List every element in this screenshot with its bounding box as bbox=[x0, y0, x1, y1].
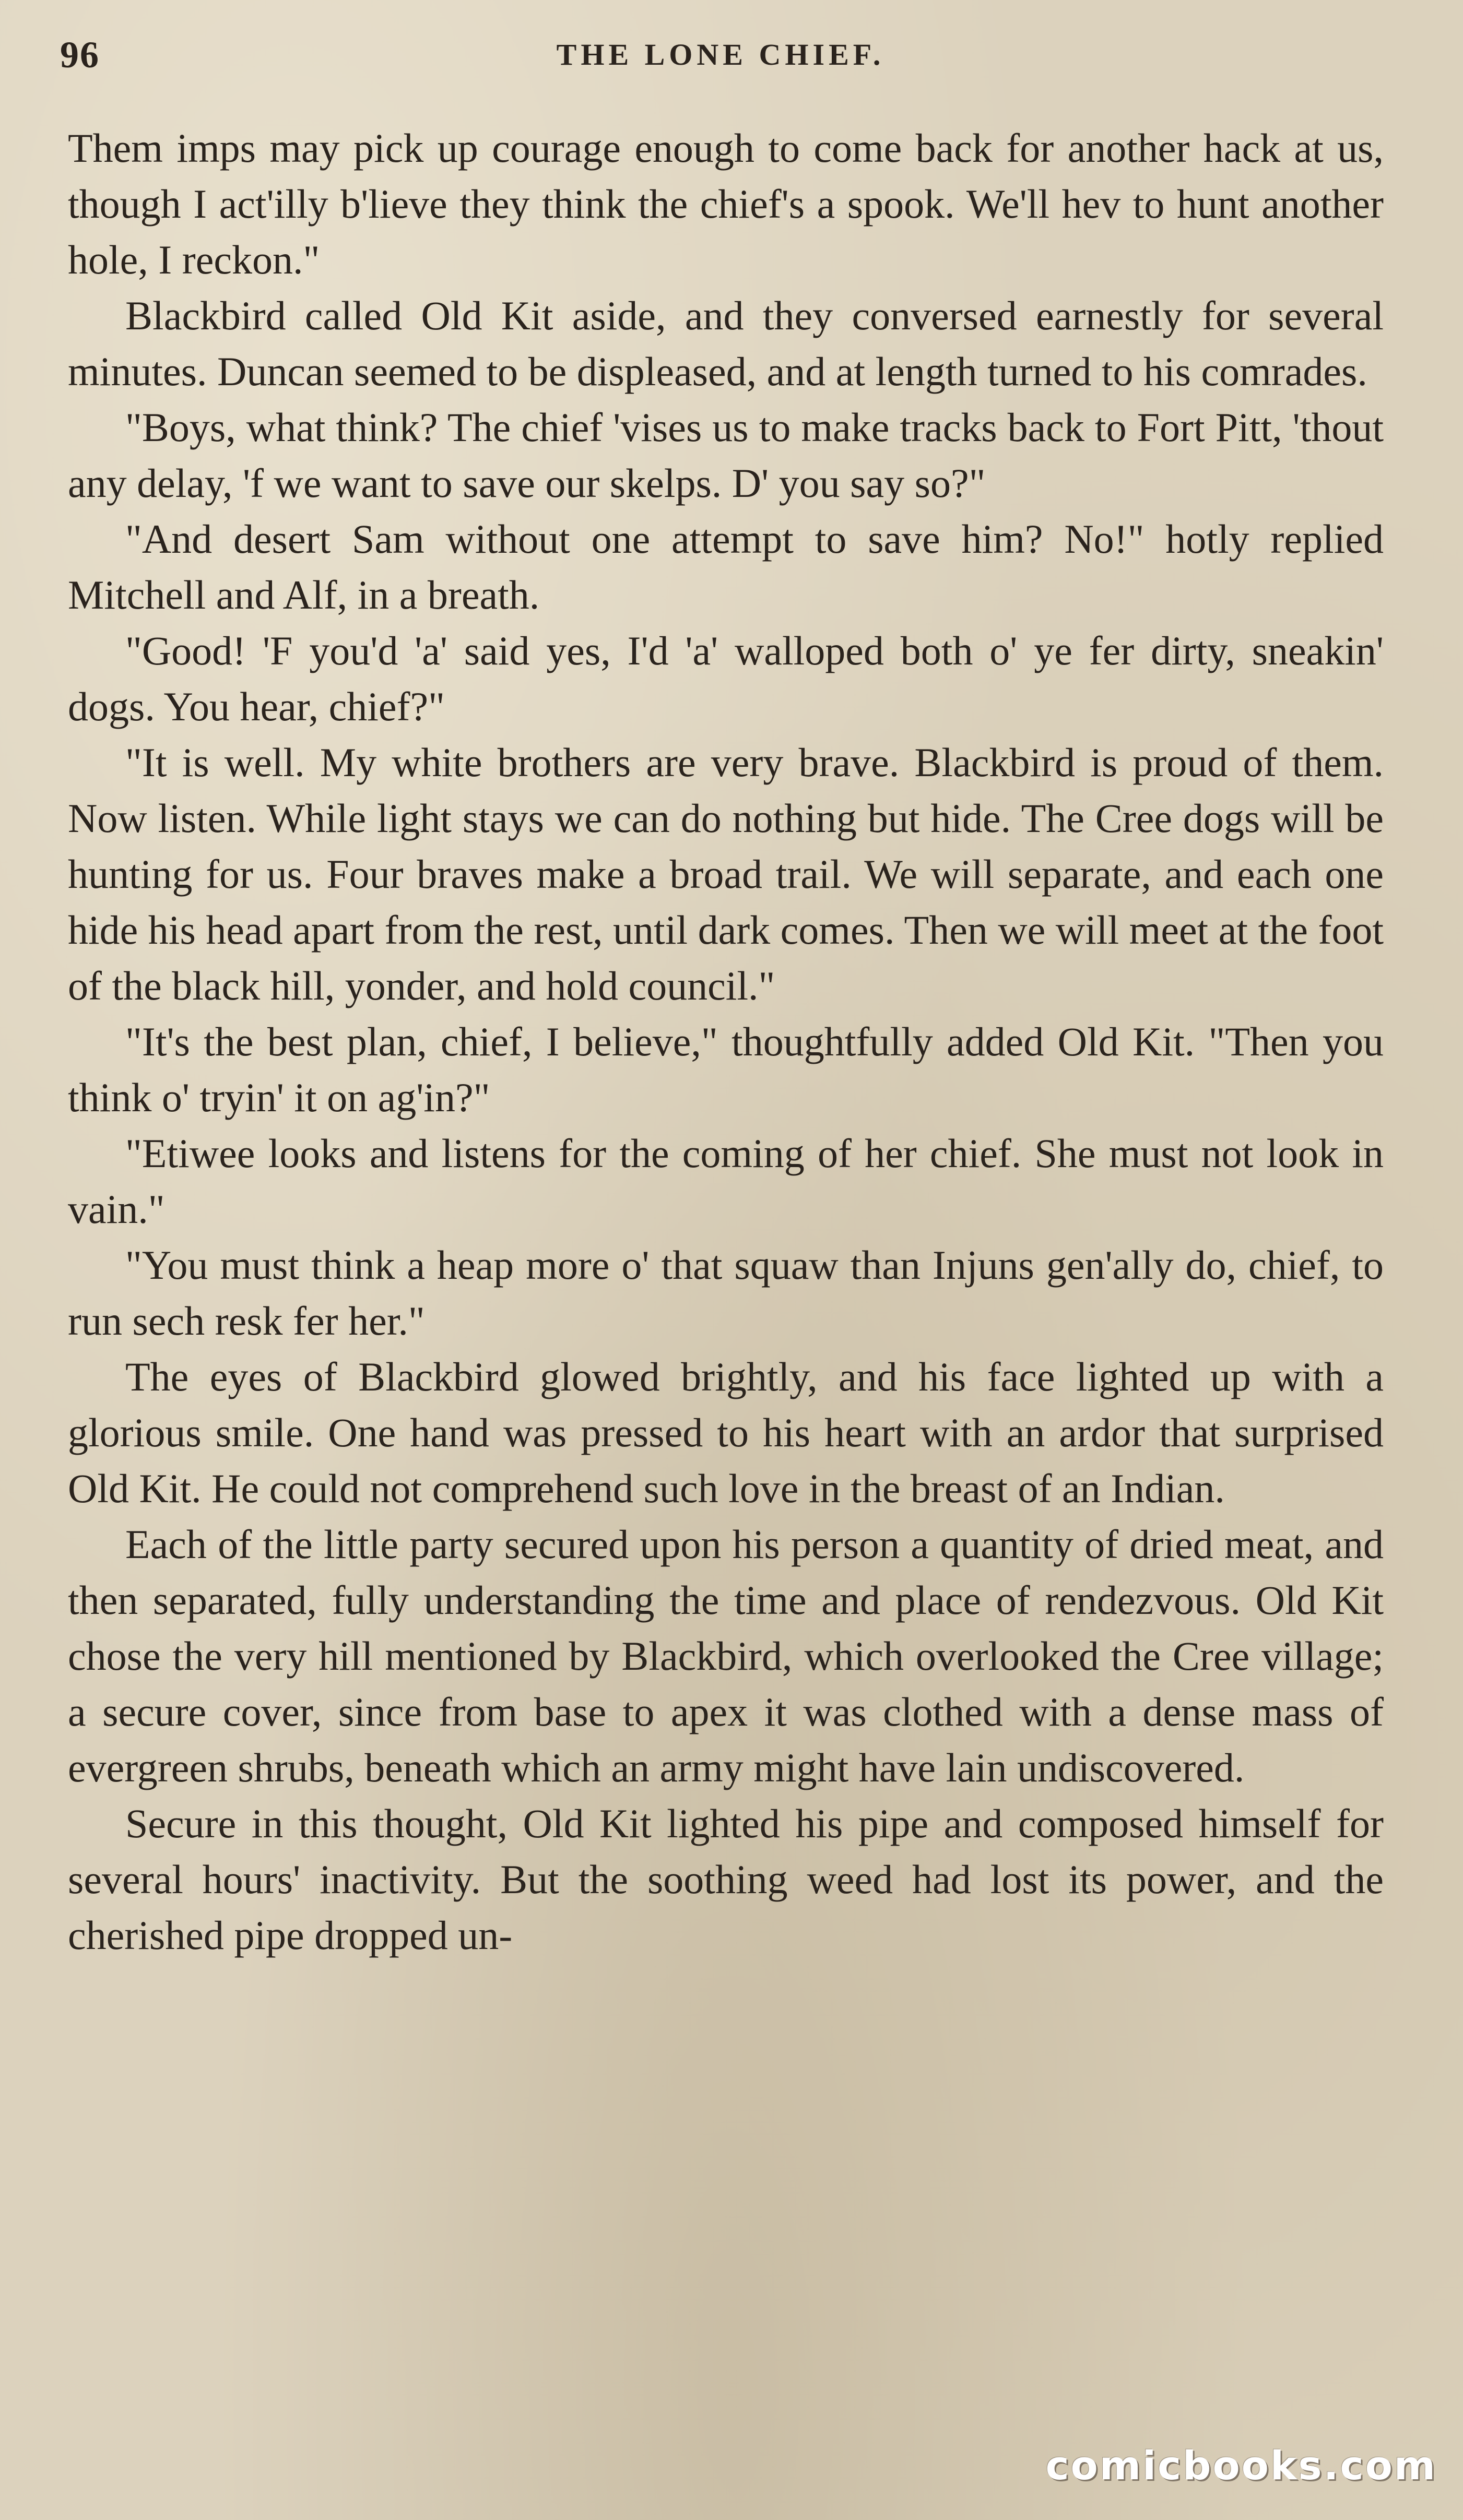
paragraph: Them imps may pick up courage enough to come back for another hack at us, though I act'illy b'lieve they think the chief's a spook. We'll hev to hunt another hole, I reckon." bbox=[68, 125, 1384, 282]
page-number: 96 bbox=[60, 34, 100, 76]
paragraph: "And desert Sam without one attempt to save him? No!" hotly replied Mitchell and Alf, in a breath. bbox=[68, 516, 1384, 617]
page-header bbox=[60, 26, 1381, 84]
paragraph: "It is well. My white brothers are very brave. Blackbird is proud of them. Now listen. While light stays we can do nothing but hide. The Cree dogs will be hunting for us. Four braves make a broad trail. We will separate, and each one hide his head apart from the rest, until dark comes. Then we will meet at the foot of the black hill, yonder, and hold council." bbox=[68, 740, 1384, 1008]
watermark: comicbooks.com bbox=[1045, 2442, 1437, 2489]
paragraph: "Etiwee looks and listens for the coming of her chief. She must not look in vain." bbox=[68, 1131, 1384, 1232]
paragraph: The eyes of Blackbird glowed brightly, and his face lighted up with a glorious smile. One hand was pressed to his heart with an ardor that surprised Old Kit. He could not comprehend such love in the breast of an Indian. bbox=[68, 1354, 1384, 1511]
paragraph: "Boys, what think? The chief 'vises us to make tracks back to Fort Pitt, 'thout any delay, 'f we want to save our skelps. D' you say so?" bbox=[68, 405, 1384, 506]
paragraph: Each of the little party secured upon his person a quantity of dried meat, and then separated, fully understanding the time and place of rendezvous. Old Kit chose the very hill mentioned by Blackbird, which overlooked the Cree village; a secure cover, since from base to apex it was clothed with a dense mass of evergreen shrubs, beneath which an army might have lain undiscovered. bbox=[68, 1521, 1384, 1790]
paragraph: Secure in this thought, Old Kit lighted his pipe and composed himself for several hours' inactivity. But the soothing weed had lost its power, and the cherished pipe dropped un- bbox=[68, 1801, 1384, 1958]
running-head: THE LONE CHIEF. bbox=[556, 38, 885, 72]
paragraph: Blackbird called Old Kit aside, and they conversed earnestly for several minutes. Duncan seemed to be displeased, and at length turned to his comrades. bbox=[68, 293, 1384, 394]
paragraph: "You must think a heap more o' that squaw than Injuns gen'ally do, chief, to run sech resk fer her." bbox=[68, 1242, 1384, 1344]
body-text bbox=[68, 120, 1384, 1963]
paragraph: "Good! 'F you'd 'a' said yes, I'd 'a' walloped both o' ye fer dirty, sneakin' dogs. You hear, chief?" bbox=[68, 628, 1384, 729]
paragraph: "It's the best plan, chief, I believe," thoughtfully added Old Kit. "Then you think o' tryin' it on ag'in?" bbox=[68, 1019, 1384, 1120]
